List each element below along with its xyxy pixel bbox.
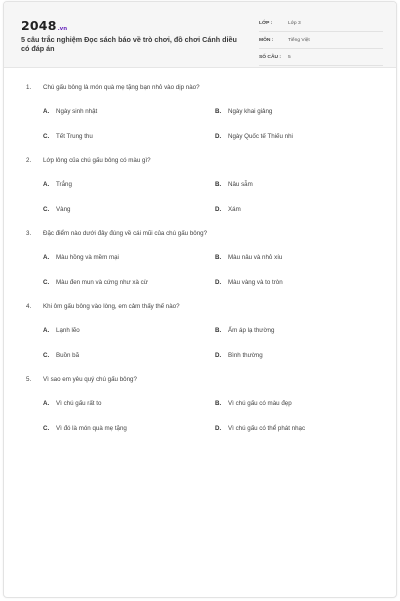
option-text: Bình thường [228, 352, 263, 359]
question-number: 2. [26, 157, 32, 164]
answer-options [43, 325, 386, 375]
meta-row-class [259, 16, 383, 32]
meta-row-count [259, 50, 383, 66]
answer-options [43, 106, 386, 156]
meta-value: Lớp 3 [288, 21, 301, 26]
question-text [26, 228, 386, 239]
site-logo[interactable] [21, 18, 67, 32]
question-prompt: Lớp lông của chú gấu bông có màu gì? [43, 157, 151, 164]
answer-option-d[interactable] [215, 277, 387, 288]
option-letter: A. [43, 327, 50, 334]
question-list [26, 82, 386, 447]
answer-option-c[interactable] [43, 131, 215, 142]
option-letter: D. [215, 352, 222, 359]
option-text: Trắng [56, 181, 72, 188]
option-text: Vì chú gấu rất to [56, 400, 102, 407]
question-3 [26, 228, 386, 301]
answer-options [43, 179, 386, 229]
option-text: Vàng [56, 206, 71, 213]
question-text [26, 155, 386, 166]
option-letter: A. [43, 400, 50, 407]
question-number: 5. [26, 376, 32, 383]
option-text: Màu đen mun và cứng như xà cừ [56, 279, 148, 286]
option-text: Vì chú gấu có thể phát nhạc [228, 425, 306, 432]
meta-value: Tiếng Việt [288, 38, 310, 43]
answer-options [43, 398, 386, 448]
option-letter: D. [215, 425, 222, 432]
worksheet-page [3, 1, 397, 598]
option-letter: B. [215, 400, 222, 407]
answer-options [43, 252, 386, 302]
option-letter: D. [215, 279, 222, 286]
meta-label: SỐ CÂU : [259, 55, 282, 60]
worksheet-header [4, 2, 396, 68]
question-prompt: Chú gấu bông là món quà mẹ tặng bạn nhỏ vào dịp nào? [43, 84, 200, 91]
answer-option-a[interactable] [43, 179, 215, 190]
answer-option-c[interactable] [43, 204, 215, 215]
option-letter: D. [215, 133, 222, 140]
question-number: 3. [26, 230, 32, 237]
answer-option-d[interactable] [215, 131, 387, 142]
option-text: Ngày Quốc tế Thiếu nhi [228, 133, 293, 140]
question-number: 4. [26, 303, 32, 310]
question-4 [26, 301, 386, 374]
option-text: Ngày sinh nhật [56, 108, 98, 115]
option-letter: A. [43, 108, 50, 115]
option-letter: B. [215, 327, 222, 334]
answer-option-c[interactable] [43, 277, 215, 288]
option-text: Tết Trung thu [56, 133, 93, 140]
option-letter: A. [43, 254, 50, 261]
worksheet-meta [259, 16, 383, 67]
option-text: Ấm áp lạ thường [228, 327, 275, 334]
answer-option-c[interactable] [43, 350, 215, 361]
answer-option-a[interactable] [43, 106, 215, 117]
question-prompt: Đặc điểm nào dưới đây đúng về cái mũi của chú gấu bông? [43, 230, 208, 237]
question-text [26, 82, 386, 93]
answer-option-b[interactable] [215, 325, 387, 336]
logo-suffix: .vn [57, 26, 68, 32]
option-text: Vì chú gấu có màu đẹp [228, 400, 292, 407]
meta-label: MÔN : [259, 38, 274, 43]
option-letter: B. [215, 254, 222, 261]
question-prompt: Khi ôm gấu bông vào lòng, em cảm thấy thế nào? [43, 303, 180, 310]
question-text [26, 374, 386, 385]
answer-option-b[interactable] [215, 398, 387, 409]
answer-option-d[interactable] [215, 350, 387, 361]
answer-option-a[interactable] [43, 398, 215, 409]
answer-option-c[interactable] [43, 423, 215, 434]
option-text: Lạnh lẽo [56, 327, 80, 334]
answer-option-a[interactable] [43, 325, 215, 336]
option-letter: C. [43, 279, 50, 286]
option-text: Xám [228, 206, 241, 213]
question-number: 1. [26, 84, 32, 91]
answer-option-d[interactable] [215, 204, 387, 215]
answer-option-b[interactable] [215, 252, 387, 263]
option-letter: C. [43, 206, 50, 213]
option-letter: C. [43, 133, 50, 140]
option-letter: D. [215, 206, 222, 213]
option-letter: B. [215, 108, 222, 115]
meta-label: LỚP : [259, 21, 273, 26]
option-letter: A. [43, 181, 50, 188]
option-text: Ngày khai giảng [228, 108, 273, 115]
option-letter: C. [43, 352, 50, 359]
answer-option-a[interactable] [43, 252, 215, 263]
option-text: Màu hồng và mềm mại [56, 254, 119, 261]
option-text: Buồn bã [56, 352, 80, 359]
meta-row-subject [259, 33, 383, 49]
logo-text: 2048 [21, 18, 57, 33]
meta-value: 5 [288, 55, 291, 60]
question-prompt: Vì sao em yêu quý chú gấu bông? [43, 376, 137, 383]
option-text: Màu vàng và to tròn [228, 279, 283, 286]
option-text: Nâu sẫm [228, 181, 253, 188]
document-title: 5 câu trắc nghiệm Đọc sách báo về trò chơi, đồ chơi Cánh diều có đáp án [21, 35, 237, 54]
option-letter: B. [215, 181, 222, 188]
question-1 [26, 82, 386, 155]
answer-option-b[interactable] [215, 179, 387, 190]
option-text: Màu nâu và nhỏ xíu [228, 254, 283, 261]
answer-option-d[interactable] [215, 423, 387, 434]
question-2 [26, 155, 386, 228]
answer-option-b[interactable] [215, 106, 387, 117]
question-5 [26, 374, 386, 447]
question-text [26, 301, 386, 312]
option-text: Vì đó là món quà mẹ tặng [56, 425, 127, 432]
option-letter: C. [43, 425, 50, 432]
